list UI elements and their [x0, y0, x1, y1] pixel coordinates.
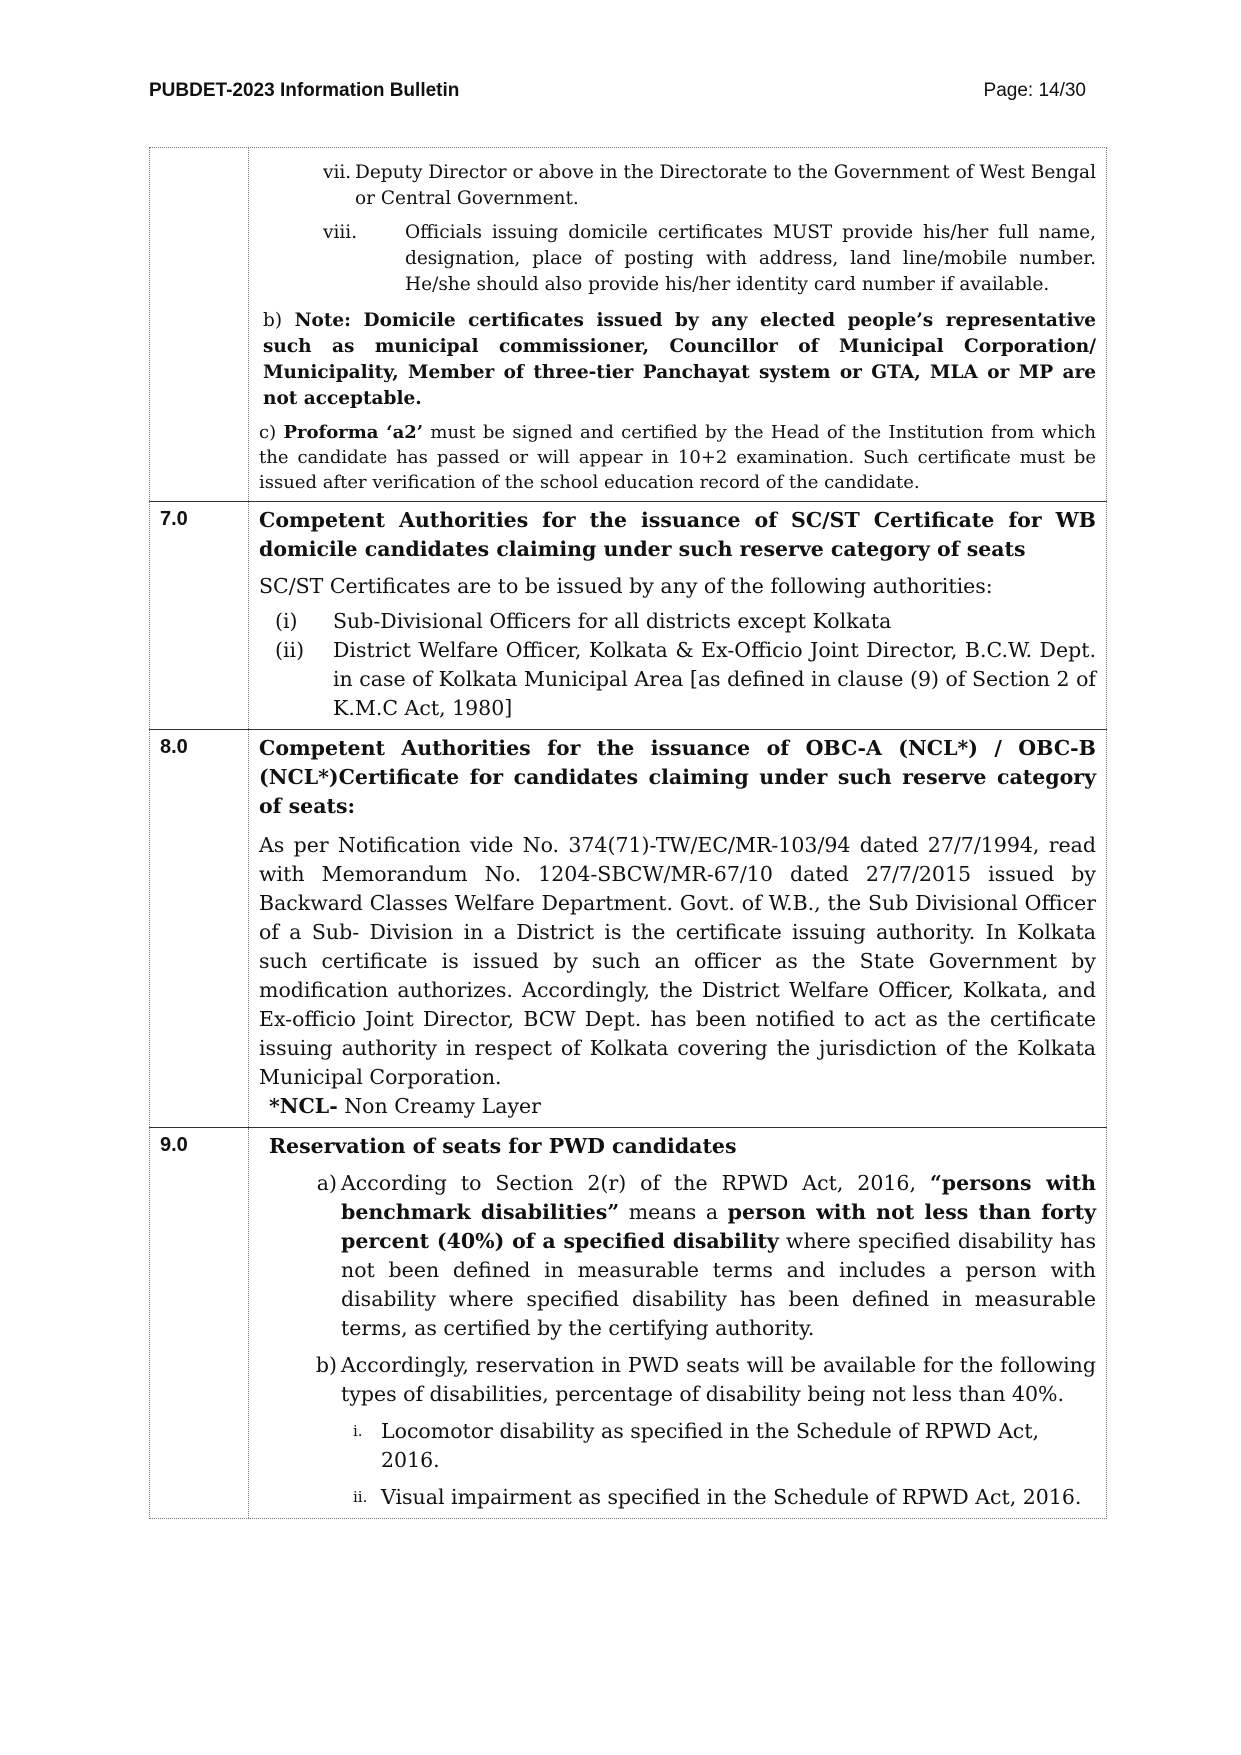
page-number: Page: 14/30	[983, 80, 1086, 101]
list-item	[353, 1483, 1096, 1512]
item-number: (i)	[275, 609, 298, 633]
item-text: Accordingly, reservation in PWD seats will be available for the following types of disabilities, percentage of disability being not less than 40%.	[341, 1353, 1096, 1406]
list-item	[323, 220, 1096, 298]
section-body: As per Notification vide No. 374(71)-TW/EC/MR-103/94 dated 27/7/1994, read with Memorandum No. 1204-SBCW/MR-67/10 dated 27/7/2015 issued by Backward Classes Welfare Department. Govt. of W.B., the Sub Divisional Officer of a Sub- Division in a District is the certificate issuing authority. In Kolkata such certificate is issued by such an officer as the State Government by modification authorizes. Accordingly, the District Welfare Officer, Kolkata, and Ex-officio Joint Director, BCW Dept. has been notified to act as the certificate issuing authority in respect of Kolkata covering the jurisdiction of the Kolkata Municipal Corporation.	[259, 833, 1096, 1089]
item-text: Deputy Director or above in the Directorate to the Government of West Bengal or Central Government.	[355, 162, 1096, 209]
definition-bold: “persons with benchmark disabilities”	[341, 1171, 1096, 1224]
note-text: Note: Domicile certificates issued by any elected people’s representative such as municipal commissioner, Councillor of Municipal Corporation/ Municipality, Member of three-tier Panchayat system or GTA, MLA or MP are not acceptable.	[263, 310, 1096, 409]
definition-part: means a	[628, 1200, 719, 1224]
proforma-bold: Proforma ‘a2’	[283, 422, 424, 443]
proforma-paragraph	[259, 420, 1096, 495]
item-number: ii.	[353, 1488, 368, 1506]
item-number: i.	[353, 1422, 363, 1440]
item-text: Sub-Divisional Officers for all districts except Kolkata	[333, 609, 892, 633]
item-text: Locomotor disability as specified in the Schedule of RPWD Act, 2016.	[381, 1419, 1040, 1472]
row-content-cell	[249, 1128, 1106, 1518]
table-row	[149, 147, 1107, 501]
table-row	[149, 729, 1107, 1127]
row-content-cell	[249, 730, 1106, 1127]
item-text: District Welfare Officer, Kolkata & Ex-Officio Joint Director, B.C.W. Dept. in case of Kolkata Municipal Area [as defined in clause (9) of Section 2 of K.M.C Act, 1980]	[333, 638, 1096, 720]
section-heading: Competent Authorities for the issuance of OBC-A (NCL*) / OBC-B (NCL*)Certificate for candidates claiming under such reserve category of seats:	[259, 736, 1096, 818]
proforma-text: must be signed and certified by the Head of the Institution from which the candidate has passed or will appear in 10+2 examination. Such certificate must be issued after verification of the school education record of the candidate.	[259, 422, 1096, 493]
row-number-cell	[150, 148, 249, 501]
section-number: 9.0	[150, 1128, 249, 1518]
item-text: Officials issuing domicile certificates MUST provide his/her full name, designation, place of posting with address, land line/mobile number. He/she should also provide his/her identity card number if available.	[405, 222, 1096, 295]
definition-part: According to Section 2(r) of the RPWD Act, 2016,	[341, 1171, 916, 1195]
item-number: a)	[316, 1171, 337, 1195]
item-text: Visual impairment as specified in the Schedule of RPWD Act, 2016.	[381, 1485, 1082, 1509]
ncl-label: *NCL-	[269, 1094, 338, 1118]
definition-bold: person with not less than forty percent (40%) of a specified disability	[341, 1200, 1096, 1253]
list-item	[313, 1351, 1096, 1409]
list-item	[259, 636, 1096, 723]
item-number: vii.	[323, 162, 352, 183]
ncl-footnote	[269, 1092, 1096, 1121]
table-row	[149, 501, 1107, 729]
row-content-cell	[249, 502, 1106, 729]
list-item	[323, 160, 1096, 212]
section-number: 8.0	[150, 730, 249, 1127]
item-text	[341, 1169, 1096, 1343]
list-item	[353, 1417, 1096, 1475]
note-label: b)	[263, 310, 283, 331]
list-item	[259, 607, 1096, 636]
section-heading: Competent Authorities for the issuance of SC/ST Certificate for WB domicile candidates claiming under such reserve category of seats	[259, 508, 1096, 561]
item-number: b)	[315, 1353, 337, 1377]
definition-part: where specified disability has not been defined in measurable terms and includes a person with disability where specified disability has been defined in measurable terms, as certified by the certifying authority.	[341, 1229, 1096, 1340]
section-number: 7.0	[150, 502, 249, 729]
row-content-cell	[249, 148, 1106, 501]
item-number: (ii)	[275, 638, 305, 662]
document-title: PUBDET-2023 Information Bulletin	[149, 80, 460, 101]
item-number: viii.	[323, 222, 358, 243]
proforma-label: c)	[259, 422, 277, 443]
table-row	[149, 1127, 1107, 1519]
note-paragraph	[263, 308, 1096, 412]
ncl-text: Non Creamy Layer	[344, 1094, 541, 1118]
content-table	[149, 147, 1107, 1519]
section-heading: Reservation of seats for PWD candidates	[269, 1134, 737, 1158]
section-intro: SC/ST Certificates are to be issued by any of the following authorities:	[259, 574, 993, 598]
list-item	[313, 1169, 1096, 1343]
